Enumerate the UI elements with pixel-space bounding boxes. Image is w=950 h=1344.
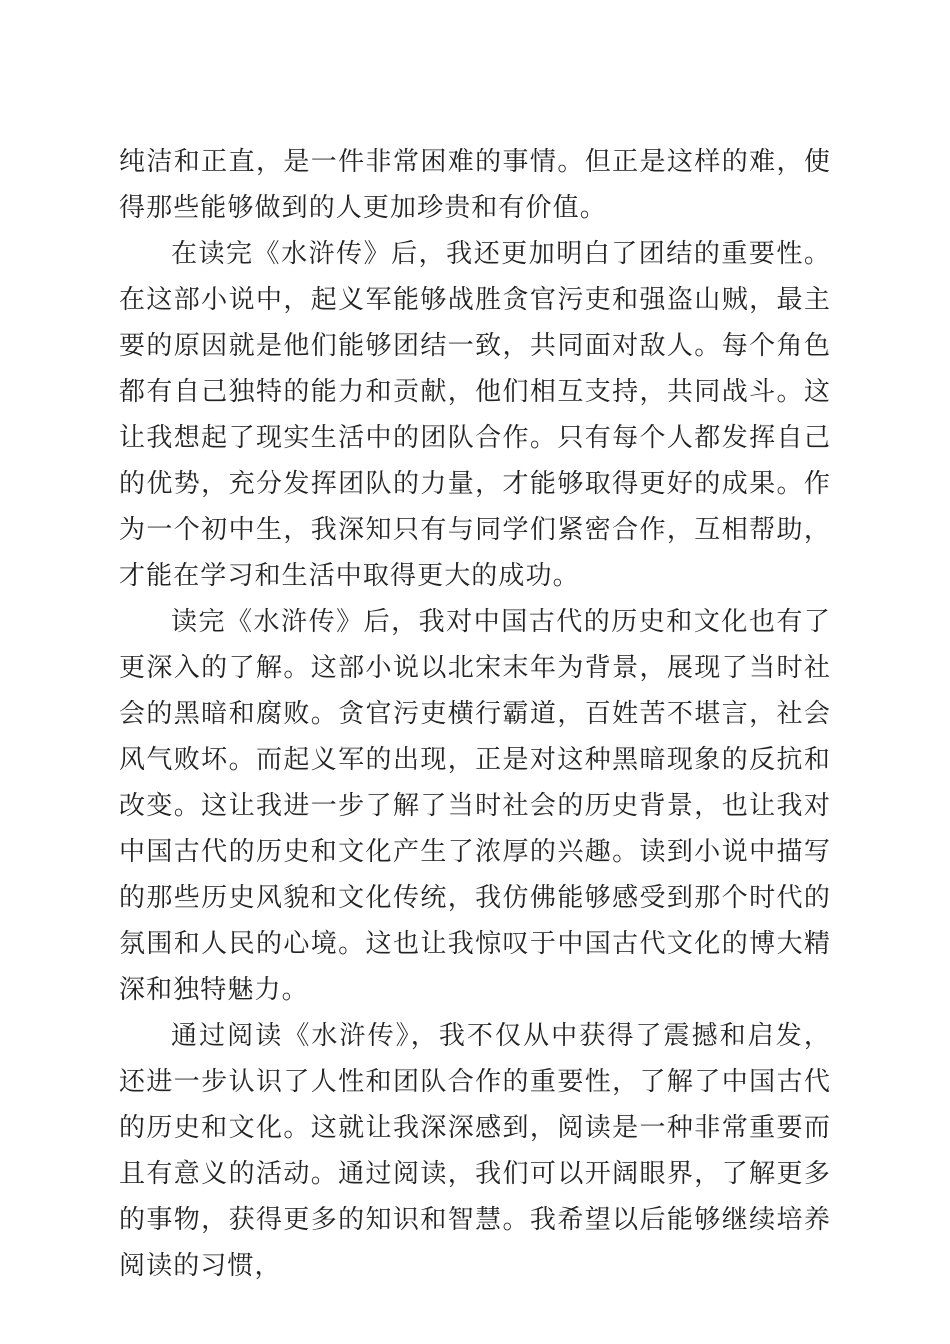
paragraph-history-culture: 读完《水浒传》后，我对中国古代的历史和文化也有了更深入的了解。这部小说以北宋末年为背景，展现了当时社会的黑暗和腐败。贪官污吏横行霸道，百姓苦不堪言，社会风气败坏。而起义军的出现，正是对这种黑暗现象的反抗和改变。这让我进一步了解了当时社会的历史背景，也让我对中国古代的历史和文化产生了浓厚的兴趣。读到小说中描写的那些历史风貌和文化传统，我仿佛能够感受到那个时代的氛围和人民的心境。这也让我惊叹于中国古代文化的博大精深和独特魅力。 [119, 607, 831, 1005]
paragraph-continuation: 纯洁和正直，是一件非常困难的事情。但正是这样的难，使得那些能够做到的人更加珍贵和有价值。 [119, 147, 831, 223]
document-body [119, 139, 831, 1289]
paragraph-reading-value: 通过阅读《水浒传》，我不仅从中获得了震撼和启发，还进一步认识了人性和团队合作的重要性，了解了中国古代的历史和文化。这就让我深深感到，阅读是一种非常重要而且有意义的活动。通过阅读，我们可以开阔眼界，了解更多的事物，获得更多的知识和智慧。我希望以后能够继续培养阅读的习惯， [119, 1021, 831, 1281]
paragraph-unity: 在读完《水浒传》后，我还更加明白了团结的重要性。在这部小说中，起义军能够战胜贪官污吏和强盗山贼，最主要的原因就是他们能够团结一致，共同面对敌人。每个角色都有自己独特的能力和贡献，他们相互支持，共同战斗。这让我想起了现实生活中的团队合作。只有每个人都发挥自己的优势，充分发挥团队的力量，才能够取得更好的成果。作为一个初中生，我深知只有与同学们紧密合作，互相帮助，才能在学习和生活中取得更大的成功。 [119, 239, 831, 591]
